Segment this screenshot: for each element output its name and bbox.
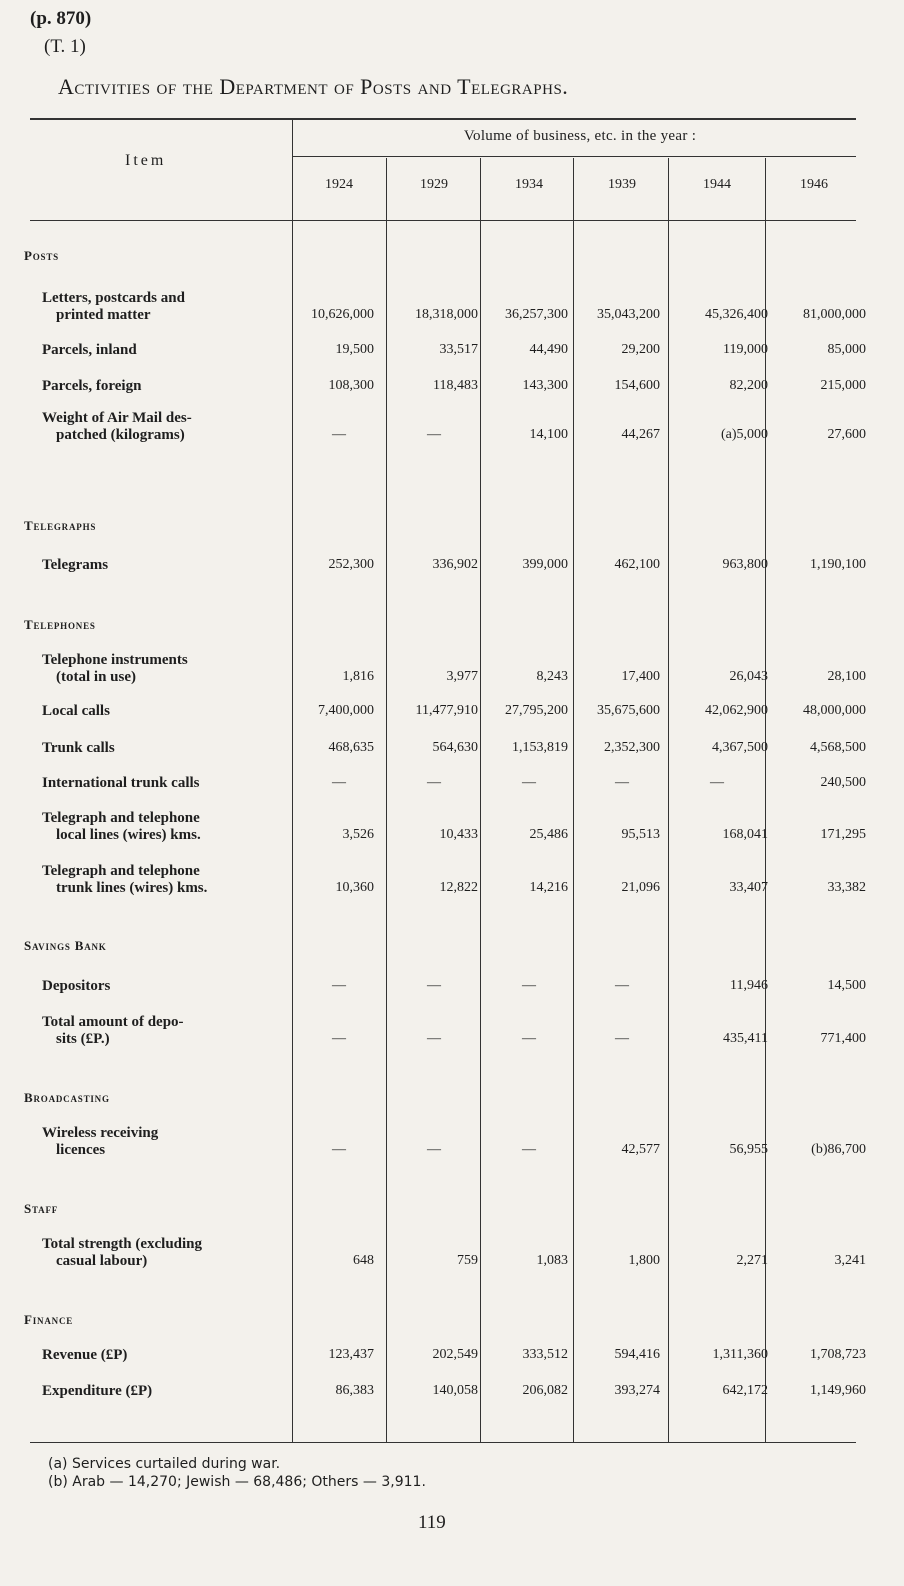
- row-label-line: patched (kilograms): [56, 427, 185, 443]
- row-label: [42, 810, 201, 844]
- table-cell: 3,526: [342, 827, 374, 842]
- table-cell: 215,000: [820, 378, 866, 393]
- table-cell: —: [522, 1142, 536, 1157]
- table-title: Activities of the Department of Posts and Telegraphs.: [58, 74, 569, 99]
- table-cell: —: [522, 775, 536, 790]
- page-number: 119: [418, 1512, 446, 1533]
- table-cell: 3,977: [446, 669, 478, 684]
- table-cell: 4,367,500: [712, 740, 768, 755]
- table-cell: 642,172: [722, 1383, 768, 1398]
- row-label-line: Telephone instruments: [42, 652, 188, 668]
- table-cell: 2,352,300: [604, 740, 660, 755]
- item-column-header: Item: [125, 152, 167, 169]
- volume-underline: [292, 156, 856, 157]
- row-label: [42, 378, 141, 395]
- row-label-line: trunk lines (wires) kms.: [56, 880, 208, 896]
- table-cell: —: [427, 978, 441, 993]
- table-cell: 27,795,200: [505, 703, 568, 718]
- row-label: [42, 290, 185, 324]
- table-cell: 1,190,100: [810, 557, 866, 572]
- table-cell: 2,271: [736, 1253, 768, 1268]
- year-header-1946: 1946: [800, 177, 828, 192]
- row-label: [42, 557, 108, 574]
- table-cell: 8,243: [536, 669, 568, 684]
- table-cell: 44,267: [621, 427, 660, 442]
- table-cell: 468,635: [328, 740, 374, 755]
- row-label: [42, 1236, 202, 1270]
- row-label-line: Revenue (£P): [42, 1347, 128, 1363]
- table-cell: 118,483: [433, 378, 478, 393]
- table-cell: 206,082: [522, 1383, 568, 1398]
- section-heading: Broadcasting: [24, 1090, 110, 1105]
- table-cell: 168,041: [722, 827, 768, 842]
- table-cell: 240,500: [820, 775, 866, 790]
- table-cell: 36,257,300: [505, 307, 568, 322]
- table-cell: 564,630: [432, 740, 478, 755]
- table-cell: —: [332, 1031, 346, 1046]
- row-label: [42, 775, 200, 792]
- row-label-line: printed matter: [56, 307, 151, 323]
- row-label: [42, 1014, 184, 1048]
- table-cell: 393,274: [614, 1383, 660, 1398]
- year-header-1939: 1939: [608, 177, 636, 192]
- table-cell: 19,500: [335, 342, 374, 357]
- table-cell: 42,062,900: [705, 703, 768, 718]
- footnote-a: (a) Services curtailed during war.: [48, 1456, 281, 1472]
- table-cell: 21,096: [621, 880, 660, 895]
- top-rule: [30, 118, 856, 120]
- table-cell: 7,400,000: [318, 703, 374, 718]
- table-cell: 44,490: [529, 342, 568, 357]
- table-cell: 42,577: [621, 1142, 660, 1157]
- table-cell: 648: [353, 1253, 374, 1268]
- table-cell: 85,000: [827, 342, 866, 357]
- table-cell: 1,149,960: [810, 1383, 866, 1398]
- table-cell: 26,043: [729, 669, 768, 684]
- table-cell: —: [615, 1031, 629, 1046]
- table-cell: 1,800: [628, 1253, 660, 1268]
- row-label-line: (total in use): [56, 669, 136, 685]
- year-header-1934: 1934: [515, 177, 543, 192]
- row-label-line: Total strength (excluding: [42, 1236, 203, 1252]
- table-cell: 771,400: [820, 1031, 866, 1046]
- table-cell: 33,517: [439, 342, 478, 357]
- row-label-line: Weight of Air Mail des-: [42, 410, 192, 426]
- table-cell: —: [427, 427, 441, 442]
- table-cell: 10,626,000: [311, 307, 374, 322]
- table-cell: —: [332, 1142, 346, 1157]
- table-cell: 1,153,819: [512, 740, 568, 755]
- table-cell: 48,000,000: [803, 703, 866, 718]
- table-cell: 11,946: [730, 978, 768, 993]
- table-cell: 14,100: [529, 427, 568, 442]
- section-heading: Telephones: [24, 617, 96, 632]
- table-cell: 28,100: [827, 669, 866, 684]
- table-cell: 252,300: [328, 557, 374, 572]
- table-cell: 333,512: [522, 1347, 568, 1362]
- table-cell: (a)5,000: [720, 427, 768, 442]
- row-label: [42, 740, 115, 757]
- row-label-line: Parcels, inland: [42, 342, 137, 358]
- table-cell: 154,600: [614, 378, 660, 393]
- table-cell: 3,241: [834, 1253, 866, 1268]
- table-cell: 17,400: [621, 669, 660, 684]
- table-cell: —: [710, 775, 724, 790]
- row-label: [42, 1125, 158, 1159]
- table-cell: 4,568,500: [810, 740, 866, 755]
- table-number: (T. 1): [44, 36, 86, 57]
- row-label-line: sits (£P.): [56, 1031, 110, 1047]
- section-heading: Finance: [24, 1312, 74, 1327]
- row-label-line: Wireless receiving: [42, 1125, 159, 1141]
- row-label: [42, 1383, 152, 1400]
- table-cell: 435,411: [723, 1031, 768, 1046]
- table-cell: 10,360: [335, 880, 374, 895]
- row-label: [42, 978, 110, 995]
- table-cell: 14,216: [529, 880, 568, 895]
- table-cell: 82,200: [729, 378, 768, 393]
- table-cell: (b)86,700: [811, 1142, 866, 1157]
- table-cell: 11,477,910: [415, 703, 478, 718]
- table-cell: —: [615, 978, 629, 993]
- row-label: [42, 703, 110, 720]
- table-cell: 1,816: [342, 669, 374, 684]
- table-cell: —: [332, 427, 346, 442]
- row-label: [42, 342, 137, 359]
- table-cell: 18,318,000: [415, 307, 478, 322]
- row-label: [42, 652, 188, 686]
- table-cell: 123,437: [328, 1347, 374, 1362]
- table-cell: 33,382: [827, 880, 866, 895]
- table-cell: 399,000: [522, 557, 568, 572]
- table-cell: 35,043,200: [597, 307, 660, 322]
- page-reference: (p. 870): [30, 8, 92, 29]
- table-cell: 108,300: [328, 378, 374, 393]
- table-cell: 86,383: [335, 1383, 374, 1398]
- footnote-b: (b) Arab — 14,270; Jewish — 68,486; Others — 3,911.: [48, 1474, 426, 1490]
- table-cell: 25,486: [529, 827, 568, 842]
- table-cell: —: [427, 1142, 441, 1157]
- table-cell: —: [522, 1031, 536, 1046]
- row-label-line: Telegrams: [42, 557, 109, 573]
- row-label-line: Total amount of depo-: [42, 1014, 184, 1030]
- table-cell: 12,822: [439, 880, 478, 895]
- row-label-line: Parcels, foreign: [42, 378, 142, 394]
- table-cell: 202,549: [432, 1347, 478, 1362]
- row-label-line: Letters, postcards and: [42, 290, 185, 306]
- table-bottom-rule: [30, 1442, 856, 1443]
- year-header-1924: 1924: [325, 177, 353, 192]
- section-heading: Posts: [24, 248, 59, 263]
- volume-header: Volume of business, etc. in the year :: [463, 128, 697, 144]
- table-cell: —: [332, 978, 346, 993]
- row-label: [42, 863, 207, 897]
- row-label-line: Telegraph and telephone: [42, 810, 200, 826]
- table-cell: 1,311,360: [712, 1347, 768, 1362]
- table-cell: 462,100: [614, 557, 660, 572]
- row-label-line: International trunk calls: [42, 775, 200, 791]
- table-cell: 35,675,600: [597, 703, 660, 718]
- table-cell: 140,058: [432, 1383, 478, 1398]
- table-cell: 10,433: [439, 827, 478, 842]
- table-cell: 56,955: [729, 1142, 768, 1157]
- table-cell: 119,000: [723, 342, 768, 357]
- table-cell: —: [427, 775, 441, 790]
- section-heading: Staff: [24, 1201, 59, 1216]
- table-cell: —: [427, 1031, 441, 1046]
- row-label-line: Trunk calls: [42, 740, 115, 756]
- row-label: [42, 410, 192, 444]
- row-label-line: Telegraph and telephone: [42, 863, 200, 879]
- row-label-line: licences: [56, 1142, 106, 1158]
- row-label-line: local lines (wires) kms.: [56, 827, 201, 843]
- table-cell: 963,800: [722, 557, 768, 572]
- row-label-line: Depositors: [42, 978, 111, 994]
- table-cell: 171,295: [820, 827, 866, 842]
- table-cell: 1,083: [536, 1253, 568, 1268]
- table-cell: 336,902: [432, 557, 478, 572]
- table-cell: 45,326,400: [705, 307, 768, 322]
- table-cell: 759: [457, 1253, 478, 1268]
- year-header-1929: 1929: [420, 177, 448, 192]
- table-cell: 29,200: [621, 342, 660, 357]
- table-cell: —: [615, 775, 629, 790]
- table-cell: 81,000,000: [803, 307, 866, 322]
- year-header-1944: 1944: [703, 177, 731, 192]
- table-cell: 27,600: [827, 427, 866, 442]
- table-cell: 14,500: [827, 978, 866, 993]
- section-heading: Savings Bank: [24, 938, 107, 953]
- table-cell: 143,300: [522, 378, 568, 393]
- table-cell: 95,513: [621, 827, 660, 842]
- table-cell: 1,708,723: [810, 1347, 866, 1362]
- table-cell: 33,407: [729, 880, 768, 895]
- row-label-line: Expenditure (£P): [42, 1383, 153, 1399]
- row-label: [42, 1347, 127, 1364]
- row-label-line: Local calls: [42, 703, 110, 719]
- table-cell: —: [332, 775, 346, 790]
- table-cell: 594,416: [614, 1347, 660, 1362]
- header-bottom-rule: [30, 220, 856, 221]
- row-label-line: casual labour): [56, 1253, 148, 1269]
- section-heading: Telegraphs: [24, 518, 97, 533]
- table-cell: —: [522, 978, 536, 993]
